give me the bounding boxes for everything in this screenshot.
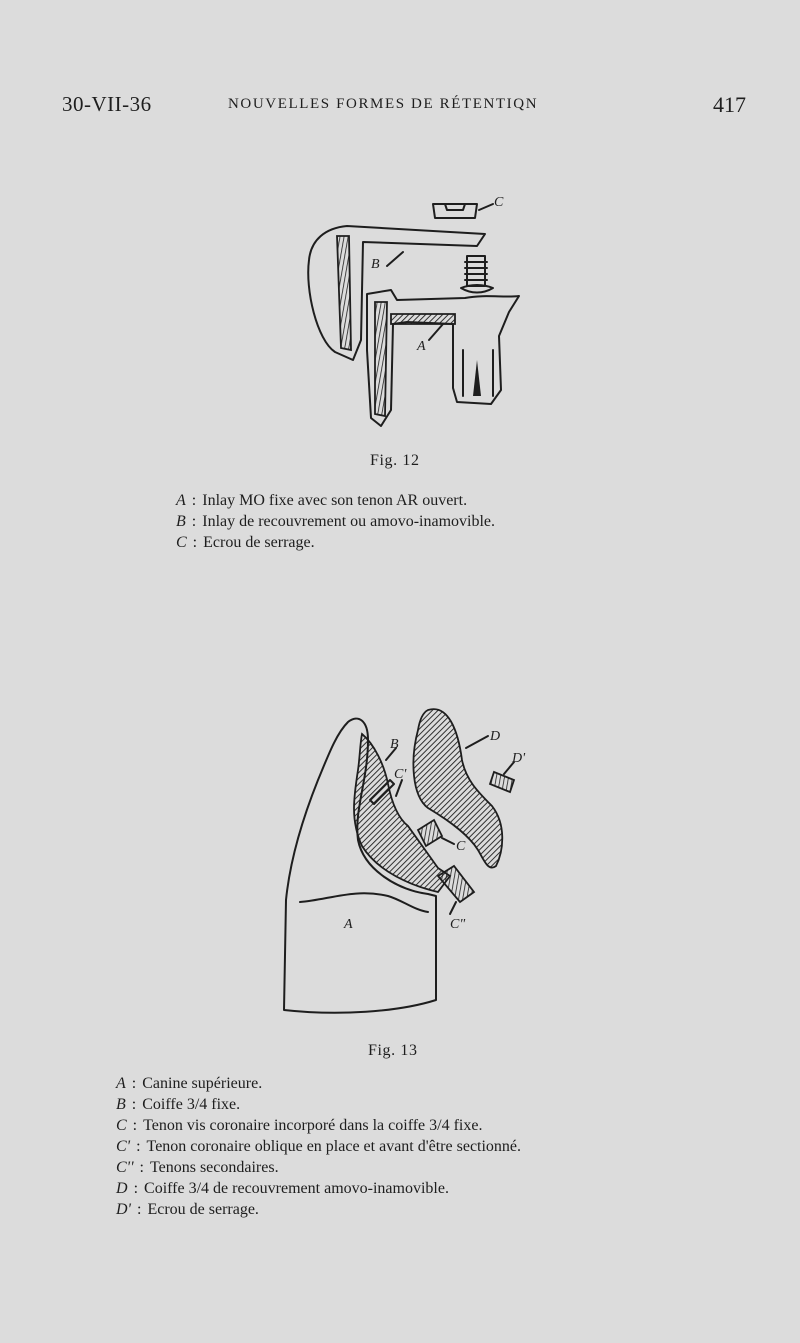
fig13-label-c2: C" — [450, 917, 466, 932]
legend-row: D : Coiffe 3/4 de recouvrement amovo-inamovible. — [116, 1180, 449, 1197]
fig12-label-b: B — [371, 257, 380, 272]
label-d-arrow — [466, 736, 488, 748]
legend-row: C' : Tenon coronaire oblique en place et avant d'être sectionné. — [116, 1138, 522, 1155]
fig13-label-c: C — [456, 839, 466, 854]
legend-text: Inlay de recouvrement ou amovo-inamovible. — [202, 513, 496, 530]
legend-row: D' : Ecrou de serrage. — [116, 1201, 259, 1218]
page-number: 417 — [713, 92, 746, 117]
legend-text: Canine supérieure. — [142, 1075, 263, 1092]
figure-12-caption: Fig. 12 — [370, 452, 420, 469]
figure-12-legend — [176, 490, 495, 553]
inlay-b-shape — [308, 226, 485, 360]
legend-row: B : Inlay de recouvrement ou amovo-inamovible. — [176, 513, 496, 530]
legend-row: A : Inlay MO fixe avec son tenon AR ouvert. — [176, 492, 468, 509]
legend-row: A : Canine supérieure. — [116, 1075, 263, 1092]
legend-text: Tenon vis coronaire incorporé dans la coiffe 3/4 fixe. — [143, 1117, 483, 1134]
legend-text: Ecrou de serrage. — [147, 1201, 259, 1218]
legend-key: C' — [116, 1138, 131, 1155]
legend-row: C'' : Tenons secondaires. — [116, 1159, 279, 1176]
legend-key: D' — [116, 1201, 131, 1218]
header-title: NOUVELLES FORMES DE RÉTENTIQN — [228, 96, 539, 112]
legend-key: C — [176, 534, 187, 551]
legend-key: B — [116, 1096, 126, 1113]
legend-key: A — [176, 492, 186, 509]
fig13-label-c1: C' — [394, 767, 407, 782]
header-date: 30-VII-36 — [62, 92, 152, 116]
inlay-b-hatched-wall — [337, 236, 351, 350]
tenon-c-shape — [418, 820, 442, 846]
legend-row: C : Tenon vis coronaire incorporé dans la coiffe 3/4 fixe. — [116, 1117, 483, 1134]
label-b-arrow — [387, 252, 403, 266]
legend-key: A — [116, 1075, 126, 1092]
label-c1-arrow — [396, 780, 402, 796]
legend-text: Tenon coronaire oblique en place et avant d'être sectionné. — [146, 1138, 522, 1155]
fig13-label-d1: D' — [512, 751, 526, 766]
fig13-label-a: A — [344, 917, 353, 932]
label-c2-arrow — [450, 902, 456, 914]
figure-13-drawing — [278, 700, 548, 1025]
legend-row: C : Ecrou de serrage. — [176, 534, 315, 551]
fig12-label-a: A — [417, 339, 426, 354]
legend-key: C'' — [116, 1159, 134, 1176]
legend-text: Coiffe 3/4 de recouvrement amovo-inamovible. — [144, 1180, 449, 1197]
nut-c-shape — [433, 204, 477, 218]
figure-13-caption: Fig. 13 — [368, 1042, 418, 1059]
legend-text: Tenons secondaires. — [149, 1159, 279, 1176]
label-c-arrow — [479, 204, 493, 210]
legend-key: C — [116, 1117, 127, 1134]
running-header — [62, 92, 750, 122]
inlay-a-hatched-wall — [375, 302, 387, 416]
legend-row: B : Coiffe 3/4 fixe. — [116, 1096, 241, 1113]
tenon-ar-slot — [473, 360, 481, 396]
fig13-label-b: B — [390, 737, 399, 752]
legend-key: B — [176, 513, 186, 530]
fig13-label-d: D — [490, 729, 501, 744]
label-c-arrow — [442, 838, 454, 844]
inlay-a-shape — [367, 290, 519, 426]
label-a-arrow — [429, 324, 443, 340]
fig12-label-c: C — [494, 195, 504, 210]
nut-d1-shape — [490, 772, 514, 792]
legend-text: Coiffe 3/4 fixe. — [142, 1096, 241, 1113]
figure-12-drawing — [295, 190, 535, 440]
screw-post — [465, 256, 487, 286]
figure-13-legend — [116, 1073, 521, 1220]
inlay-a-hatched-floor — [391, 314, 455, 324]
legend-text: Ecrou de serrage. — [203, 534, 315, 551]
legend-key: D — [116, 1180, 128, 1197]
legend-text: Inlay MO fixe avec son tenon AR ouvert. — [202, 492, 468, 509]
canine-cervical-line — [300, 893, 428, 912]
